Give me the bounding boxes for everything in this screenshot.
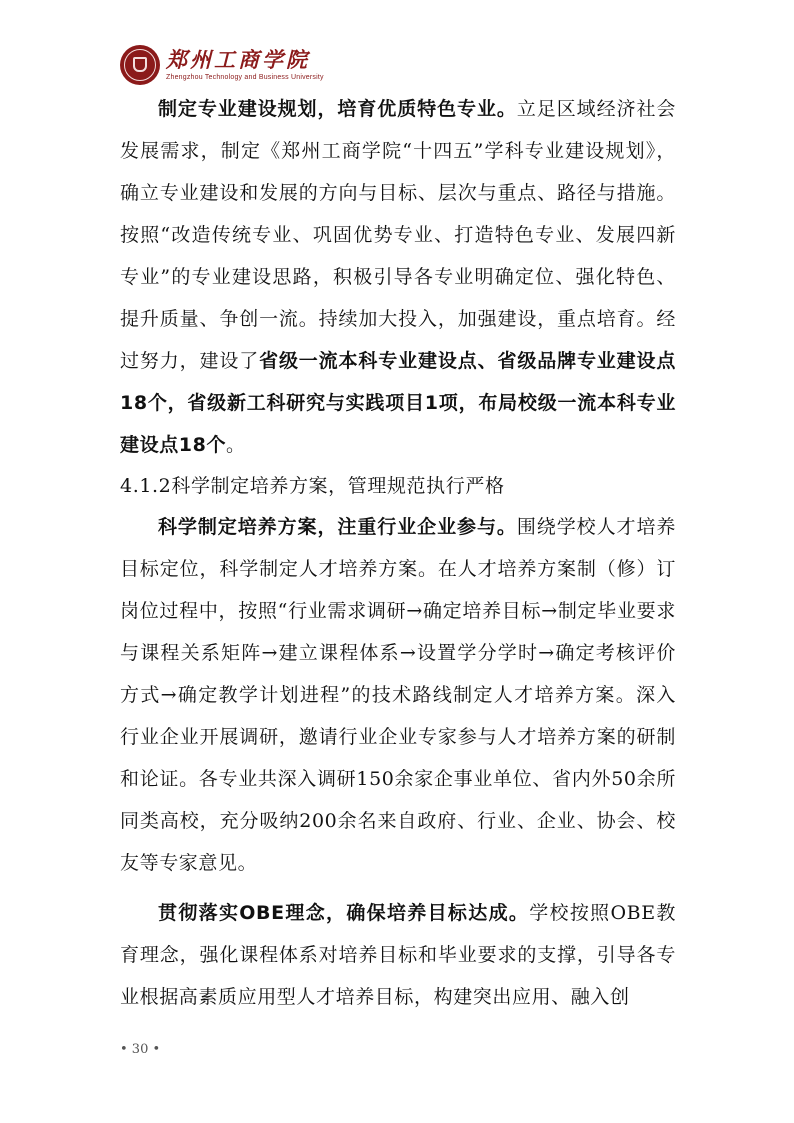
paragraph-obe <box>120 892 676 1018</box>
school-name: 郑州工商学院 <box>166 47 310 72</box>
document-body <box>120 88 676 1018</box>
paragraph-specialty-planning <box>120 88 676 466</box>
university-seal-icon <box>120 45 160 85</box>
paragraph-text: 立足区域经济社会发展需求，制定《郑州工商学院“十四五”学科专业建设规划》，确立专业建设和发展的方向与目标、层次与重点、路径与措施。按照“改造传统专业、巩固优势专业、打造特色专业、发展四新专业”的专业建设思路，积极引导各专业明确定位、强化特色、提升质量、争创一流。持续加大投入，加强建设，重点培育。经过努力，建设了 <box>120 98 676 372</box>
paragraph-text: 学校按照OBE教育理念，强化课程体系对培养目标和毕业要求的支撑，引导各专业根据高素质应用型人才培养目标，构建突出应用、融入创 <box>120 902 676 1008</box>
paragraph-lead: 贯彻落实OBE理念，确保培养目标达成。 <box>158 902 530 924</box>
paragraph-bold-tail: 省级一流本科专业建设点、省级品牌专业建设点18个，省级新工科研究与实践项目1项，布局校级一流本科专业建设点18个 <box>120 350 677 456</box>
paragraph-training-plan <box>120 506 676 884</box>
paragraph-lead: 制定专业建设规划，培育优质特色专业。 <box>158 98 517 120</box>
paragraph-end: 。 <box>226 434 246 456</box>
school-logo-text <box>166 47 324 81</box>
section-heading: 4.1.2科学制定培养方案，管理规范执行严格 <box>120 475 505 497</box>
paragraph-text: 围绕学校人才培养目标定位，科学制定人才培养方案。在人才培养方案制（修）订岗位过程中，按照“行业需求调研→确定培养目标→制定毕业要求与课程关系矩阵→建立课程体系→设置学分学时→确定考核评价方式→确定教学计划进程”的技术路线制定人才培养方案。深入行业企业开展调研，邀请行业企业专家参与人才培养方案的研制和论证。各专业共深入调研150余家企事业单位、省内外50余所同类高校，充分吸纳200余名来自政府、行业、企业、协会、校友等专家意见。 <box>120 516 676 874</box>
page-header <box>120 42 324 88</box>
page-number: • 30 • <box>120 1042 161 1057</box>
paragraph-lead: 科学制定培养方案，注重行业企业参与。 <box>158 516 517 538</box>
school-name-en: Zhengzhou Technology and Business University <box>166 73 324 81</box>
